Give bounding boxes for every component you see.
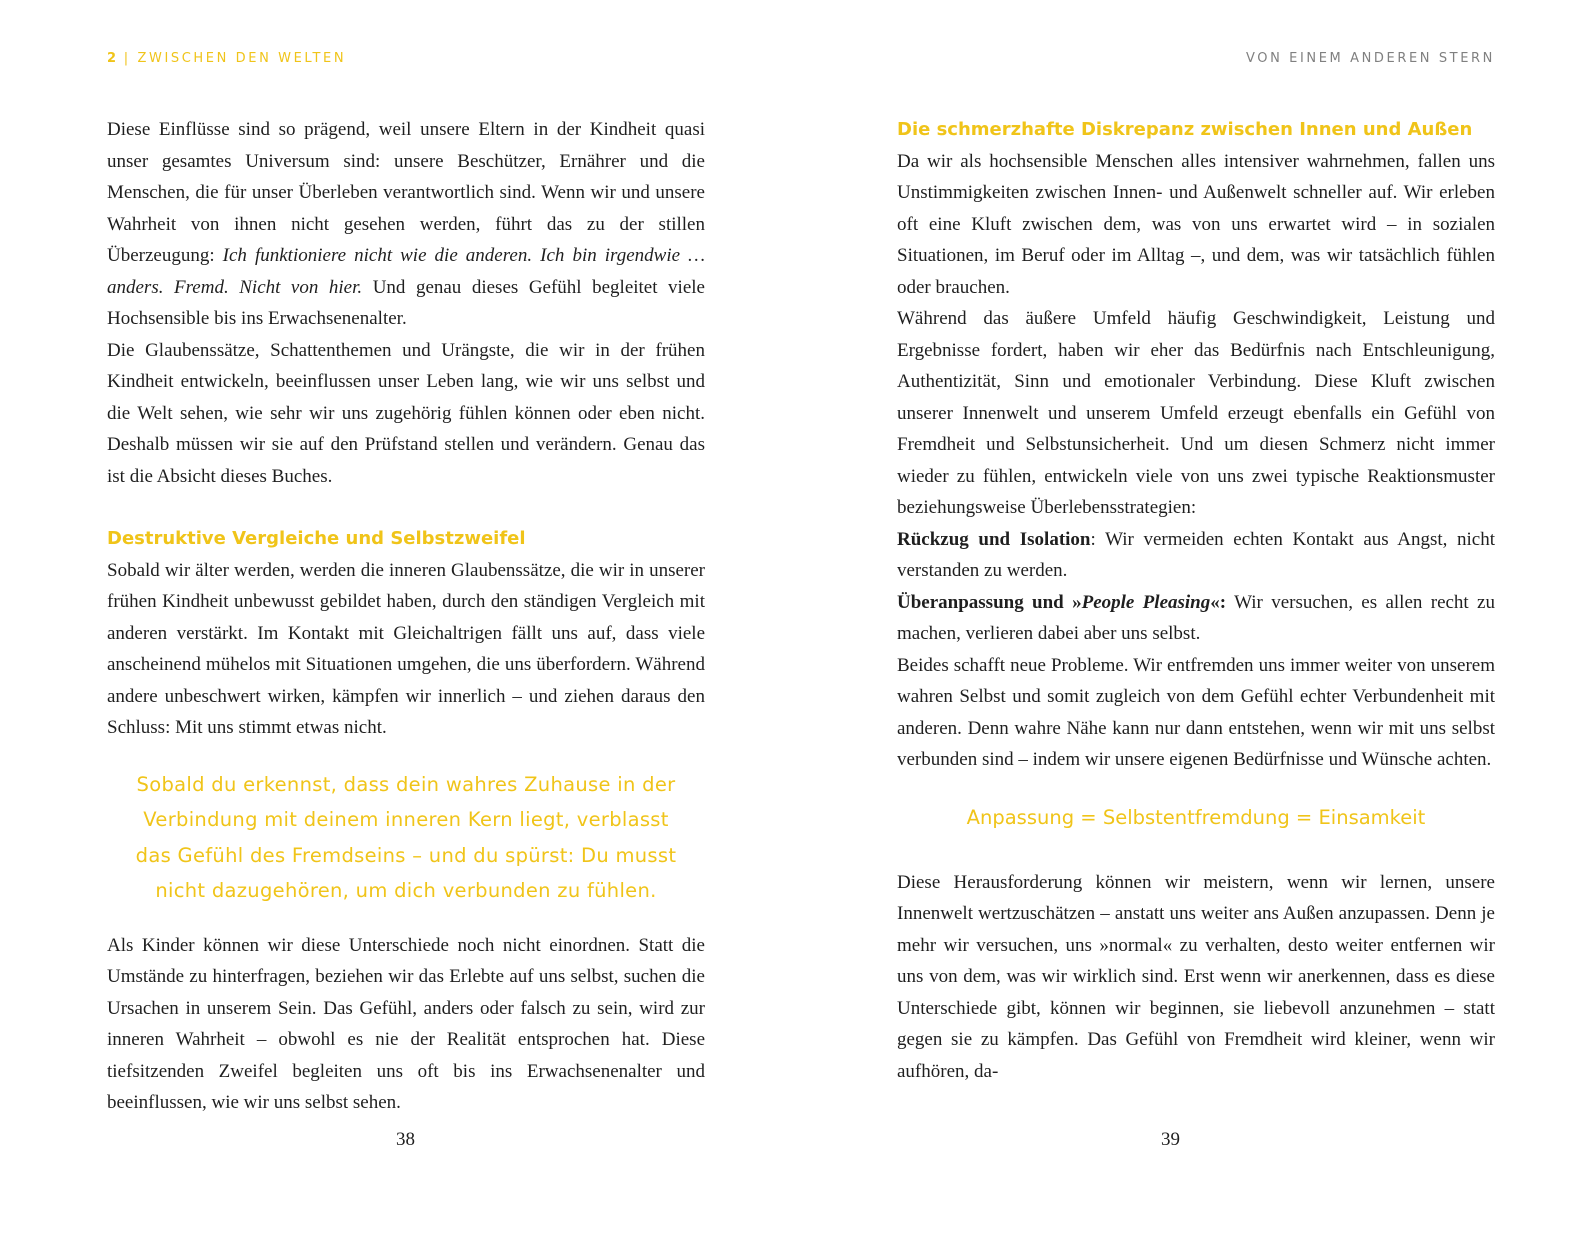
spacer — [107, 492, 705, 523]
section-heading: Destruktive Vergleiche und Selbstzweifel — [107, 528, 526, 549]
chapter-number: 2 — [107, 51, 118, 66]
page-number-right: 39 — [1161, 1129, 1180, 1150]
paragraph-text: : Wir vermeiden echten Kontakt aus Angst, nicht verstanden zu werden. — [897, 528, 1496, 581]
list-item — [897, 587, 1495, 650]
quote-line: das Gefühl des Fremdseins – und du spürst: Du musst — [135, 843, 677, 867]
list-item — [897, 524, 1495, 587]
paragraph: Während das äußere Umfeld häufig Geschwindigkeit, Leistung und Ergebnisse fordert, haben wir eher das Bedürfnis nach Entschleunigung, Authentizität, Sinn und emotionaler Verbindung. Diese Kluft zwischen unserer Innenwelt und unserem Umfeld erzeugt ebenfalls ein Gefühl von Fremdheit und Selbstunsicherheit. Und um diesen Schmerz nicht immer wieder zu fühlen, entwickeln viele von uns zwei typische Reaktionsmuster beziehungsweise Überlebensstrategien: — [897, 308, 1495, 518]
right-page — [797, 0, 1594, 1240]
pull-quote — [107, 767, 705, 909]
right-body-text — [897, 114, 1495, 1087]
quote-line: Verbindung mit deinem inneren Kern liegt, verblasst — [143, 808, 669, 831]
paragraph-text: Wir versuchen, es allen recht zu machen, verlieren dabei aber uns selbst. — [897, 591, 1495, 644]
paragraph: Diese Herausforderung können wir meistern, wenn wir lernen, unsere Innenwelt wertzuschätzen – anstatt uns weiter ans Außen anzupassen. Denn je mehr wir versuchen, uns »normal« zu verhalten, desto weiter entfernen wir uns von dem, was wir wirklich sind. Erst wenn wir anerkennen, dass es diese Unterschiede gibt, können wir beginnen, sie liebevoll anzunehmen – statt gegen sie zu kämpfen. Das Gefühl von Fremdheit wird kleiner, wenn wir aufhören, da- — [897, 871, 1495, 1082]
bold-term: Rückzug und Isolation — [897, 528, 1091, 550]
page-number-left: 38 — [396, 1129, 415, 1150]
quote-line: Sobald du erkennst, dass dein wahres Zuhause in der — [136, 772, 676, 796]
paragraph: Sobald wir älter werden, werden die inneren Glaubenssätze, die wir in unserer frühen Kindheit unbewusst gebildet haben, durch den ständigen Vergleich mit anderen verstärkt. Im Kontakt mit Gleichaltrigen fällt uns auf, dass viele anscheinend mühelos mit Situationen umgehen, die uns überfordern. Während andere unbeschwert wirken, kämpfen wir innerlich – und ziehen daraus den Schluss: Mit uns stimmt etwas nicht. — [107, 559, 705, 738]
paragraph-text: Und genau dieses Gefühl begleitet viele Hochsensible bis ins Erwachsenenalter. — [107, 276, 705, 329]
paragraph: Als Kinder können wir diese Unterschiede noch nicht einordnen. Statt die Umstände zu hinterfragen, beziehen wir das Erlebte auf uns selbst, suchen die Ursachen in unserem Sein. Das Gefühl, anders oder falsch zu sein, wird zur inneren Wahrheit – obwohl es nie der Realität entsprochen hat. Diese tiefsitzenden Zweifel begleiten uns oft bis ins Erwachsenenalter und beeinflussen, wie wir uns selbst sehen. — [107, 934, 705, 1113]
bold-text: Überanpassung und » — [897, 591, 1082, 613]
quote-line: nicht dazugehören, um dich verbunden zu fühlen. — [155, 879, 657, 902]
running-head-left — [107, 51, 346, 66]
highlight-formula: Anpassung = Selbstentfremdung = Einsamkeit — [966, 805, 1426, 829]
bold-text: «: — [1210, 591, 1227, 613]
section-heading: Die schmerzhafte Diskrepanz zwischen Innen und Außen — [897, 119, 1473, 140]
italic-text: Ich funktioniere nicht wie die anderen. Ich bin irgendwie … anders. Fremd. Nicht von hier. — [107, 245, 705, 298]
paragraph: Beides schafft neue Probleme. Wir entfremden uns immer weiter von unserem wahren Selbst und somit zugleich von dem Gefühl echter Verbundenheit mit anderen. Denn wahre Nähe kann nur dann entstehen, wenn wir mit uns selbst verbunden sind – indem wir unsere eigenen Bedürfnisse und Wünsche achten. — [897, 654, 1495, 770]
left-body-text — [107, 114, 705, 1119]
paragraph: Die Glaubenssätze, Schattenthemen und Urängste, die wir in der frühen Kindheit entwickeln, beeinflussen unser Leben lang, wie wir uns selbst und die Welt sehen, wie sehr wir uns zugehörig fühlen können oder eben nicht. Deshalb müssen wir sie auf den Prüfstand stellen und verändern. Genau das ist die Absicht dieses Buches. — [107, 339, 705, 487]
paragraph-text: Diese Einflüsse sind so prägend, weil unsere Eltern in der Kindheit quasi unser gesamtes Universum sind: unsere Beschützer, Ernährer und die Menschen, die für unser Überleben verantwortlich sind. Wenn wir und unsere Wahrheit von ihnen nicht gesehen werden, führt das zu der stillen Überzeugung: — [107, 119, 705, 266]
chapter-separator: | — [123, 51, 131, 66]
paragraph — [107, 114, 705, 335]
bold-italic-text: People Pleasing — [1081, 591, 1211, 613]
chapter-title: ZWISCHEN DEN WELTEN — [137, 51, 347, 66]
paragraph: Da wir als hochsensible Menschen alles intensiver wahrnehmen, fallen uns Unstimmigkeiten zwischen Innen- und Außenwelt schneller auf. Wir erleben oft eine Kluft zwischen dem, was von uns erwartet wird – in sozialen Situationen, im Beruf oder im Alltag –, und dem, was wir tatsächlich fühlen oder brauchen. — [897, 150, 1495, 298]
bold-term — [897, 592, 1226, 613]
running-head-right: VON EINEM ANDEREN STERN — [1246, 51, 1495, 66]
